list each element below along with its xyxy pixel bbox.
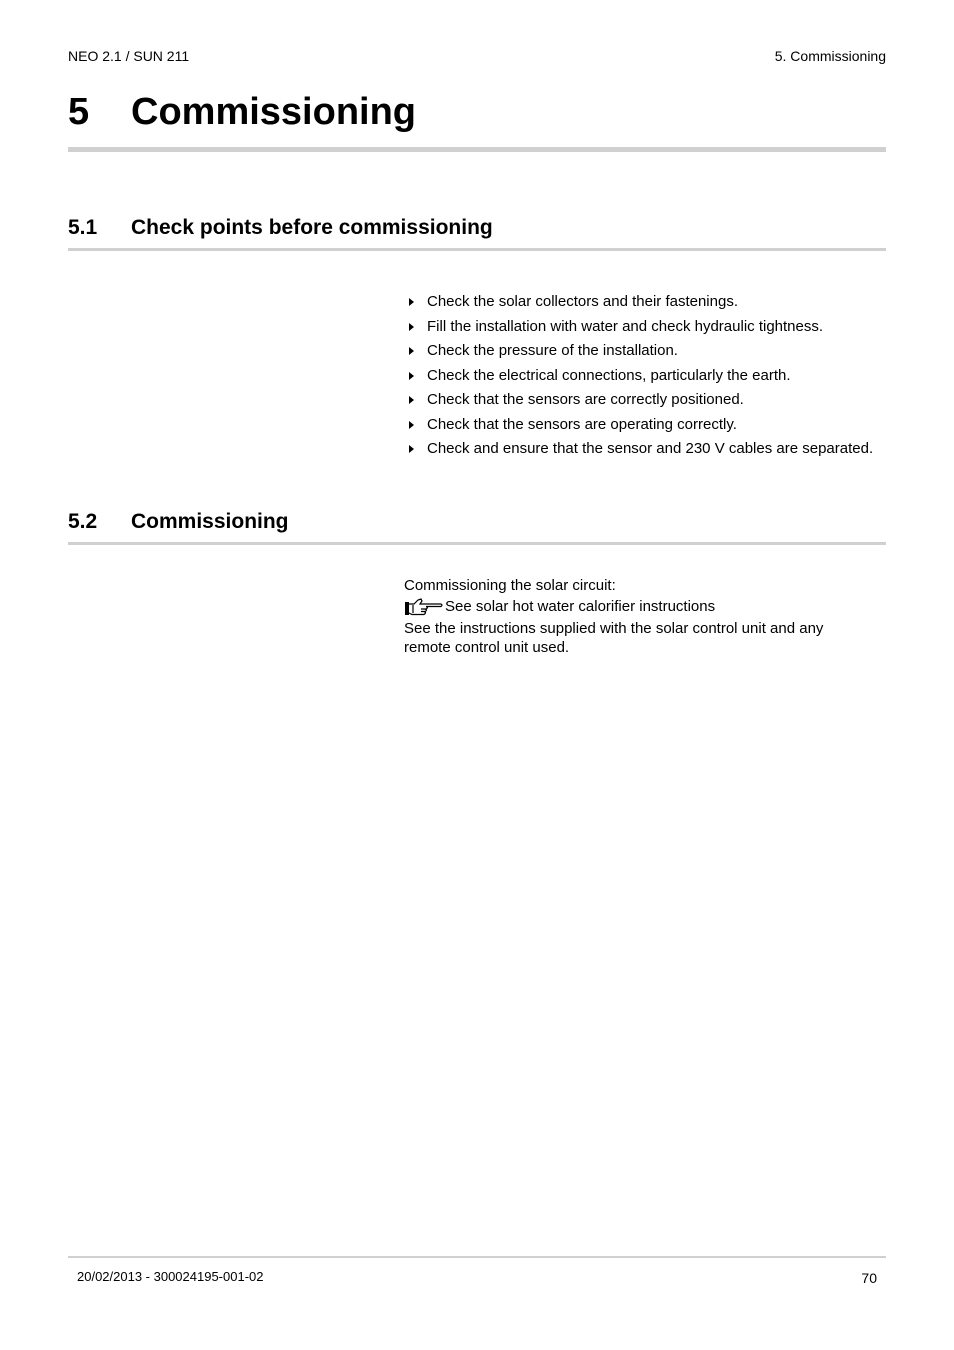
- list-item: [404, 439, 874, 459]
- header-document-title: NEO 2.1 / SUN 211: [68, 48, 190, 64]
- bullet-arrow-icon: [409, 421, 414, 429]
- reference-line: [404, 596, 874, 619]
- list-item: [404, 390, 874, 410]
- bullet-arrow-icon: [409, 298, 414, 306]
- section-title: Check points before commissioning: [131, 216, 493, 239]
- list-item-text: Check the electrical connections, particularly the earth.: [427, 366, 791, 384]
- section-number: 5.1: [68, 216, 98, 239]
- commissioning-note: See the instructions supplied with the solar control unit and any remote control unit used.: [404, 619, 824, 656]
- section-divider: [68, 542, 886, 545]
- list-item: [404, 341, 874, 361]
- footer-date-reference: 20/02/2013 - 300024195-001-02: [77, 1269, 264, 1284]
- list-item: [404, 366, 874, 386]
- commissioning-body: [404, 576, 874, 658]
- list-item-text: Check the solar collectors and their fastenings.: [427, 293, 738, 310]
- list-item-text: Check the pressure of the installation.: [427, 342, 678, 359]
- page-number: 70: [861, 1270, 877, 1286]
- section-heading-check-points: [68, 214, 886, 242]
- section-divider: [68, 248, 886, 251]
- reference-text: See solar hot water calorifier instructions: [445, 598, 716, 616]
- list-item: [404, 292, 874, 312]
- bullet-arrow-icon: [409, 323, 414, 331]
- commissioning-intro: Commissioning the solar circuit:: [404, 577, 616, 594]
- section-title: Commissioning: [131, 510, 289, 533]
- chapter-number: 5: [68, 91, 90, 133]
- section-number: 5.2: [68, 510, 98, 533]
- chapter-divider: [68, 147, 886, 152]
- bullet-arrow-icon: [409, 372, 414, 380]
- list-item: [404, 317, 874, 337]
- pointing-hand-icon: [404, 597, 444, 617]
- chapter-heading: [68, 88, 886, 136]
- list-item-text: Check and ensure that the sensor and 230 V cables are separated.: [427, 440, 874, 457]
- list-item-text: Fill the installation with water and check hydraulic tightness.: [427, 317, 824, 335]
- bullet-arrow-icon: [409, 347, 414, 355]
- check-points-list: [404, 292, 874, 464]
- list-item-text: Check that the sensors are correctly positioned.: [427, 391, 744, 408]
- bullet-arrow-icon: [409, 396, 414, 404]
- list-item: [404, 415, 874, 435]
- footer-divider: [68, 1256, 886, 1258]
- section-heading-commissioning: [68, 508, 886, 536]
- header-chapter-label: 5. Commissioning: [774, 48, 886, 64]
- list-item-text: Check that the sensors are operating correctly.: [427, 415, 737, 433]
- chapter-title: Commissioning: [131, 91, 417, 133]
- bullet-arrow-icon: [409, 445, 414, 453]
